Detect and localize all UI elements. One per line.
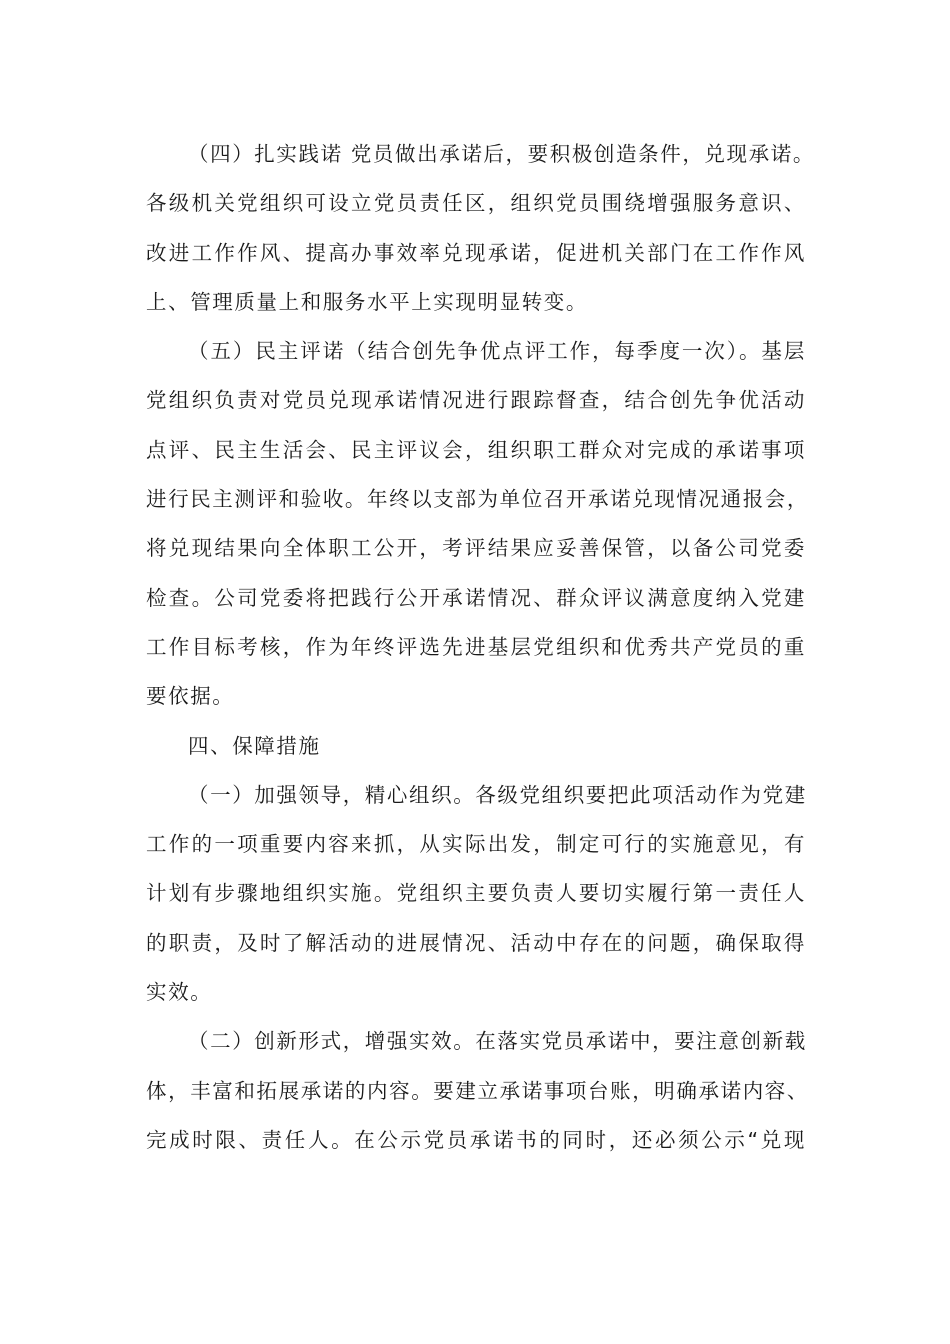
paragraph-line: 点评、民主生活会、民主评议会，组织职工群众对完成的承诺事项 [146,437,806,462]
paragraph-line: （二）创新形式，增强实效。在落实党员承诺中，要注意创新载 [188,1029,807,1054]
paragraph-line: 体，丰富和拓展承诺的内容。要建立承诺事项台账，明确承诺内容、 [146,1078,809,1103]
section-heading: 四、保障措施 [188,733,321,758]
paragraph-line: 将兑现结果向全体职工公开，考评结果应妥善保管，以备公司党委 [146,536,806,561]
document-body [146,130,815,1165]
paragraph-line: 计划有步骤地组织实施。党组织主要负责人要切实履行第一责任人 [146,881,806,906]
paragraph-line: 工作目标考核，作为年终评选先进基层党组织和优秀共产党员的重 [146,634,806,659]
paragraph-line: 改进工作作风、提高办事效率兑现承诺，促进机关部门在工作作风 [146,240,806,265]
paragraph-line: 工作的一项重要内容来抓，从实际出发，制定可行的实施意见，有 [146,832,806,857]
paragraph-line: 完成时限、责任人。在公示党员承诺书的同时，还必须公示“兑现 [146,1127,806,1152]
paragraph-line: 的职责，及时了解活动的进展情况、活动中存在的问题，确保取得 [146,930,806,955]
paragraph-line: 党组织负责对党员兑现承诺情况进行跟踪督查，结合创先争优活动 [146,388,806,413]
paragraph-line: 要依据。 [146,684,235,709]
paragraph-line: 检查。公司党委将把践行公开承诺情况、群众评议满意度纳入党建 [146,585,806,610]
paragraph-line: （五）民主评诺（结合创先争优点评工作，每季度一次）。基层 [188,339,806,364]
paragraph-line: 各级机关党组织可设立党员责任区，组织党员围绕增强服务意识、 [146,191,806,216]
paragraph-line: （四）扎实践诺 党员做出承诺后，要积极创造条件，兑现承诺。 [188,142,815,166]
paragraph-line: 进行民主测评和验收。年终以支部为单位召开承诺兑现情况通报会， [146,487,809,512]
paragraph-line: 上、管理质量上和服务水平上实现明显转变。 [146,289,588,314]
paragraph-line: 实效。 [146,980,213,1005]
paragraph-line: （一）加强领导，精心组织。各级党组织要把此项活动作为党建 [188,782,807,807]
